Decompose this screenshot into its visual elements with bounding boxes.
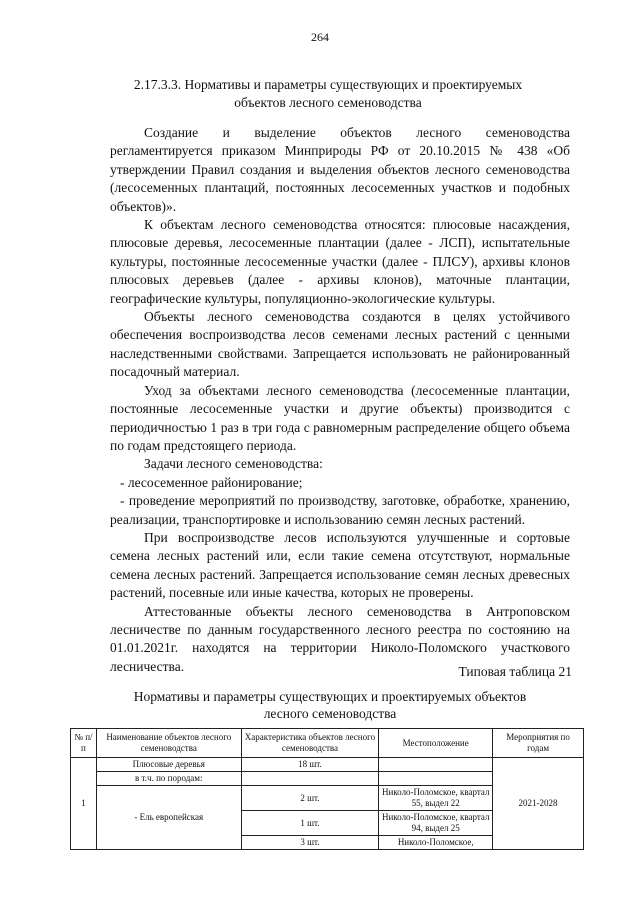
column-header-name: Наименование объектов лесного семеноводства	[96, 729, 241, 758]
paragraph: К объектам лесного семеноводства относятся: плюсовые насаждения, плюсовые деревья, лесосеменные плантации (далее - ЛСП), испытательные культуры, постоянные лесосеменные участки (далее - ПЛСУ), архивы клонов плюсовых деревьев (далее - архивы клонов), маточные плантации, географические культуры, популяционно-экологические культуры.	[110, 217, 570, 306]
group-number-cell: 1	[71, 758, 97, 850]
characteristic-cell: 1 шт.	[241, 811, 379, 836]
column-header-measures: Мероприятия по годам	[493, 729, 584, 758]
paragraph: Уход за объектами лесного семеноводства (лесосеменные плантации, постоянные лесосеменные участки и другие объекты) производится с периодичностью 1 раз в три года с равномерным распределение общего объема по годам предстоящего периода.	[110, 382, 570, 453]
name-cell: в т.ч. по породам:	[96, 772, 241, 786]
table-row	[71, 758, 584, 772]
species-name-cell: - Ель европейская	[96, 786, 241, 850]
location-cell	[379, 772, 493, 786]
section-heading-line-2: объектов лесного семеноводства	[234, 95, 422, 110]
table-header-row	[71, 729, 584, 758]
paragraph: Задачи лесного семеноводства:	[144, 456, 323, 472]
location-cell: Николо-Поломское, квартал 55, выдел 22	[379, 786, 493, 811]
page-number: 264	[311, 30, 329, 44]
table-title-line-2: лесного семеноводства	[263, 706, 397, 721]
name-cell: Плюсовые деревья	[96, 758, 241, 772]
paragraph: Создание и выделение объектов лесного семеноводства регламентируется приказом Минприроды РФ от 20.10.2015 № 438 «Об утверждении Правил создания и выделения объектов лесного семеноводства (лесосеменных плантаций, постоянных лесосеменных участков и подобных объектов)».	[110, 125, 570, 214]
location-cell	[379, 758, 493, 772]
characteristic-cell: 2 шт.	[241, 786, 379, 811]
table-label: Типовая таблица 21	[458, 664, 572, 679]
body-text	[110, 124, 570, 676]
column-header-number: № п/п	[71, 729, 97, 758]
column-header-characteristic: Характеристика объектов лесного семеноводства	[241, 729, 379, 758]
list-item: - лесосеменное районирование;	[120, 474, 303, 490]
table-title	[100, 688, 560, 722]
norms-table	[70, 728, 584, 850]
table-title-line-1: Нормативы и параметры существующих и проектируемых объектов	[133, 689, 527, 704]
section-heading	[100, 76, 556, 112]
location-cell: Николо-Поломское, квартал 94, выдел 25	[379, 811, 493, 836]
location-cell: Николо-Поломское,	[379, 836, 493, 850]
characteristic-cell	[241, 772, 379, 786]
paragraph: Объекты лесного семеноводства создаются в целях устойчивого обеспечения воспроизводства лесов семенами лесных растений с ценными наследственными свойствами. Запрещается использовать не районированный посадочный материал.	[110, 309, 570, 380]
paragraph: Аттестованные объекты лесного семеноводства в Антроповском лесничестве по данным государственного лесного реестра по состоянию на 01.01.2021г. находятся на территории Николо-Поломского участкового лесничества.	[110, 603, 570, 674]
characteristic-cell: 18 шт.	[241, 758, 379, 772]
paragraph: При воспроизводстве лесов используются улучшенные и сортовые семена лесных растений или, если такие семена отсутствуют, нормальные семена лесных растений. Запрещается использование семян лесных древесных растений, посевные или иные качества, которых не проверены.	[110, 529, 570, 601]
section-heading-line-1: 2.17.3.3. Нормативы и параметры существующих и проектируемых	[133, 77, 523, 92]
list-item: - проведение мероприятий по производству, заготовке, обработке, хранению, реализации, транспортировке и использованию семян лесных растений.	[110, 493, 570, 527]
column-header-location: Местоположение	[379, 729, 493, 758]
measures-cell: 2021-2028	[493, 758, 584, 850]
characteristic-cell: 3 шт.	[241, 836, 379, 850]
